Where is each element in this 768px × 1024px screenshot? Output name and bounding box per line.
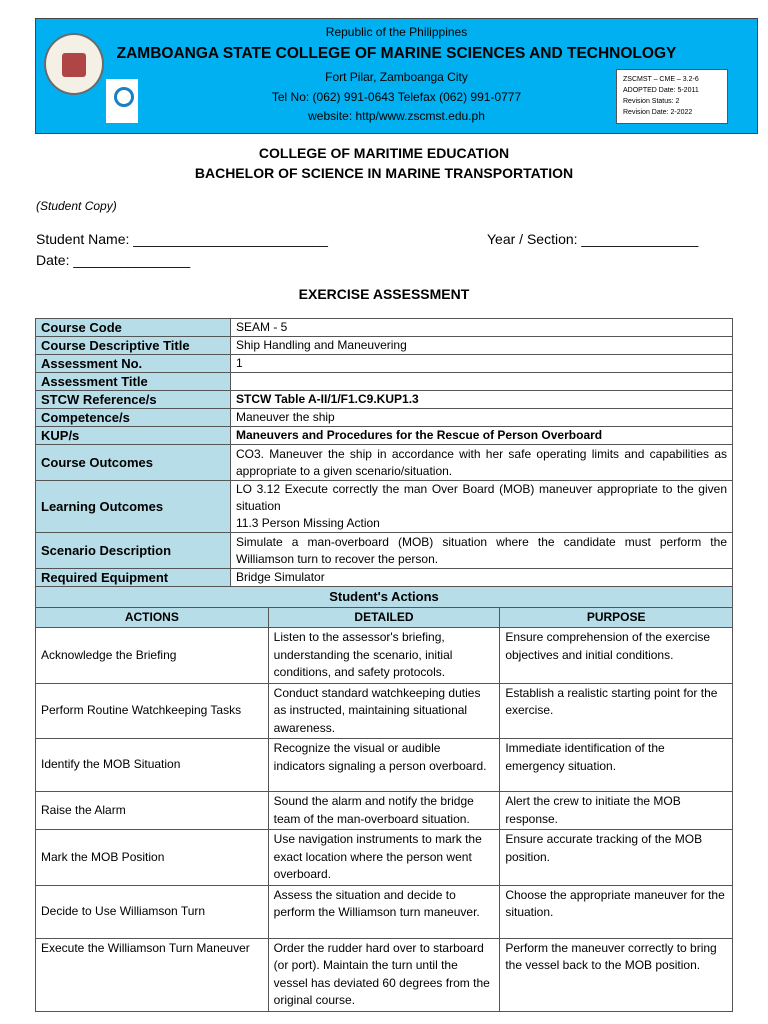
republic-text: Republic of the Philippines	[325, 25, 468, 39]
info-label: Course Descriptive Title	[36, 337, 231, 355]
detailed-cell: Listen to the assessor's briefing, understanding the scenario, initial conditions, and safety protocols.	[268, 628, 500, 684]
info-label: KUP/s	[36, 427, 231, 445]
purpose-cell: Ensure accurate tracking of the MOB position.	[500, 830, 733, 886]
action-cell: Mark the MOB Position	[36, 830, 269, 886]
info-value: STCW Table A-II/1/F1.C9.KUP1.3	[231, 391, 733, 409]
info-value: Maneuvers and Procedures for the Rescue of Person Overboard	[231, 427, 733, 445]
detailed-cell: Use navigation instruments to mark the exact location where the person went overboard.	[268, 830, 500, 886]
purpose-cell: Alert the crew to initiate the MOB response.	[500, 792, 733, 830]
info-value-extra: 11.3 Person Missing Action	[236, 516, 380, 530]
purpose-cell: Choose the appropriate maneuver for the situation.	[500, 885, 733, 938]
action-row	[36, 628, 733, 684]
action-cell: Acknowledge the Briefing	[36, 628, 269, 684]
info-label: Learning Outcomes	[36, 481, 231, 533]
document-control-box	[616, 69, 728, 124]
action-row	[36, 792, 733, 830]
date-field[interactable]: Date: _______________	[36, 252, 191, 268]
info-value: Simulate a man-overboard (MOB) situation where the candidate must perform the Williamson turn to recover the person.	[231, 533, 733, 569]
info-row	[36, 533, 733, 569]
info-value	[231, 373, 733, 391]
letterhead	[35, 18, 758, 134]
action-cell: Perform Routine Watchkeeping Tasks	[36, 683, 269, 739]
program-title: BACHELOR OF SCIENCE IN MARINE TRANSPORTATION	[194, 165, 574, 181]
detailed-cell: Assess the situation and decide to perform the Williamson turn maneuver.	[268, 885, 500, 938]
doc-code: ZSCMST – CME – 3.2-6	[623, 76, 699, 83]
action-cell: Decide to Use Williamson Turn	[36, 885, 269, 938]
action-row	[36, 938, 733, 1011]
detailed-cell: Order the rudder hard over to starboard (or port). Maintain the turn until the vessel has deviated 60 degrees from the original course.	[268, 938, 500, 1011]
website[interactable]: website: http/www.zscmst.edu.ph	[308, 109, 485, 123]
column-header-actions: ACTIONS	[36, 607, 269, 628]
purpose-cell: Ensure comprehension of the exercise objectives and initial conditions.	[500, 628, 733, 684]
info-label: Course Outcomes	[36, 445, 231, 481]
action-cell: Raise the Alarm	[36, 792, 269, 830]
actions-section-title: Student's Actions	[36, 587, 733, 608]
telephone: Tel No: (062) 991-0643 Telefax (062) 991-0777	[271, 90, 522, 104]
info-value: 1	[231, 355, 733, 373]
info-row	[36, 569, 733, 587]
info-row	[36, 373, 733, 391]
info-row	[36, 445, 733, 481]
action-cell: Execute the Williamson Turn Maneuver	[36, 938, 269, 1011]
student-name-field[interactable]: Student Name: _________________________	[36, 231, 328, 247]
info-value: SEAM - 5	[231, 319, 733, 337]
address: Fort Pilar, Zamboanga City	[325, 70, 468, 84]
info-label: Required Equipment	[36, 569, 231, 587]
info-value: Maneuver the ship	[231, 409, 733, 427]
revision-status: Revision Status: 2	[623, 98, 680, 105]
info-row	[36, 409, 733, 427]
info-row	[36, 337, 733, 355]
action-row	[36, 683, 733, 739]
college-title: COLLEGE OF MARITIME EDUCATION	[258, 145, 510, 161]
info-row	[36, 481, 733, 533]
info-row	[36, 427, 733, 445]
info-label: STCW Reference/s	[36, 391, 231, 409]
info-label: Assessment Title	[36, 373, 231, 391]
detailed-cell: Conduct standard watchkeeping duties as instructed, maintaining situational awareness.	[268, 683, 500, 739]
column-header-detailed: DETAILED	[268, 607, 500, 628]
info-label: Course Code	[36, 319, 231, 337]
action-row	[36, 739, 733, 792]
info-value: Bridge Simulator	[231, 569, 733, 587]
school-name: ZAMBOANGA STATE COLLEGE OF MARINE SCIENCES AND TECHNOLOGY	[116, 45, 677, 62]
info-value: CO3. Maneuver the ship in accordance with her safe operating limits and capabilities as appropriate to a given scenario/situation.	[231, 445, 733, 481]
course-info-table	[35, 318, 733, 587]
info-label: Scenario Description	[36, 533, 231, 569]
year-section-field[interactable]: Year / Section: _______________	[487, 231, 699, 247]
detailed-cell: Recognize the visual or audible indicators signaling a person overboard.	[268, 739, 500, 792]
info-value: Ship Handling and Maneuvering	[231, 337, 733, 355]
info-row	[36, 355, 733, 373]
column-header-purpose: PURPOSE	[500, 607, 733, 628]
detailed-cell: Sound the alarm and notify the bridge team of the man-overboard situation.	[268, 792, 500, 830]
purpose-cell: Immediate identification of the emergency situation.	[500, 739, 733, 792]
info-value: LO 3.12 Execute correctly the man Over Board (MOB) maneuver appropriate to the given situation	[236, 482, 727, 513]
copy-label: (Student Copy)	[36, 199, 117, 213]
action-cell: Identify the MOB Situation	[36, 739, 269, 792]
college-seal-logo	[44, 33, 104, 95]
action-row	[36, 830, 733, 886]
revision-date: Revision Date: 2-2022	[623, 109, 693, 116]
purpose-cell: Perform the maneuver correctly to bring the vessel back to the MOB position.	[500, 938, 733, 1011]
info-label: Competence/s	[36, 409, 231, 427]
student-actions-table	[35, 586, 733, 1012]
info-label: Assessment No.	[36, 355, 231, 373]
adopted-date: ADOPTED Date: 5-2011	[623, 87, 699, 94]
purpose-cell: Establish a realistic starting point for the exercise.	[500, 683, 733, 739]
info-row	[36, 319, 733, 337]
document-title: EXERCISE ASSESSMENT	[298, 286, 470, 302]
action-row	[36, 885, 733, 938]
info-row	[36, 391, 733, 409]
